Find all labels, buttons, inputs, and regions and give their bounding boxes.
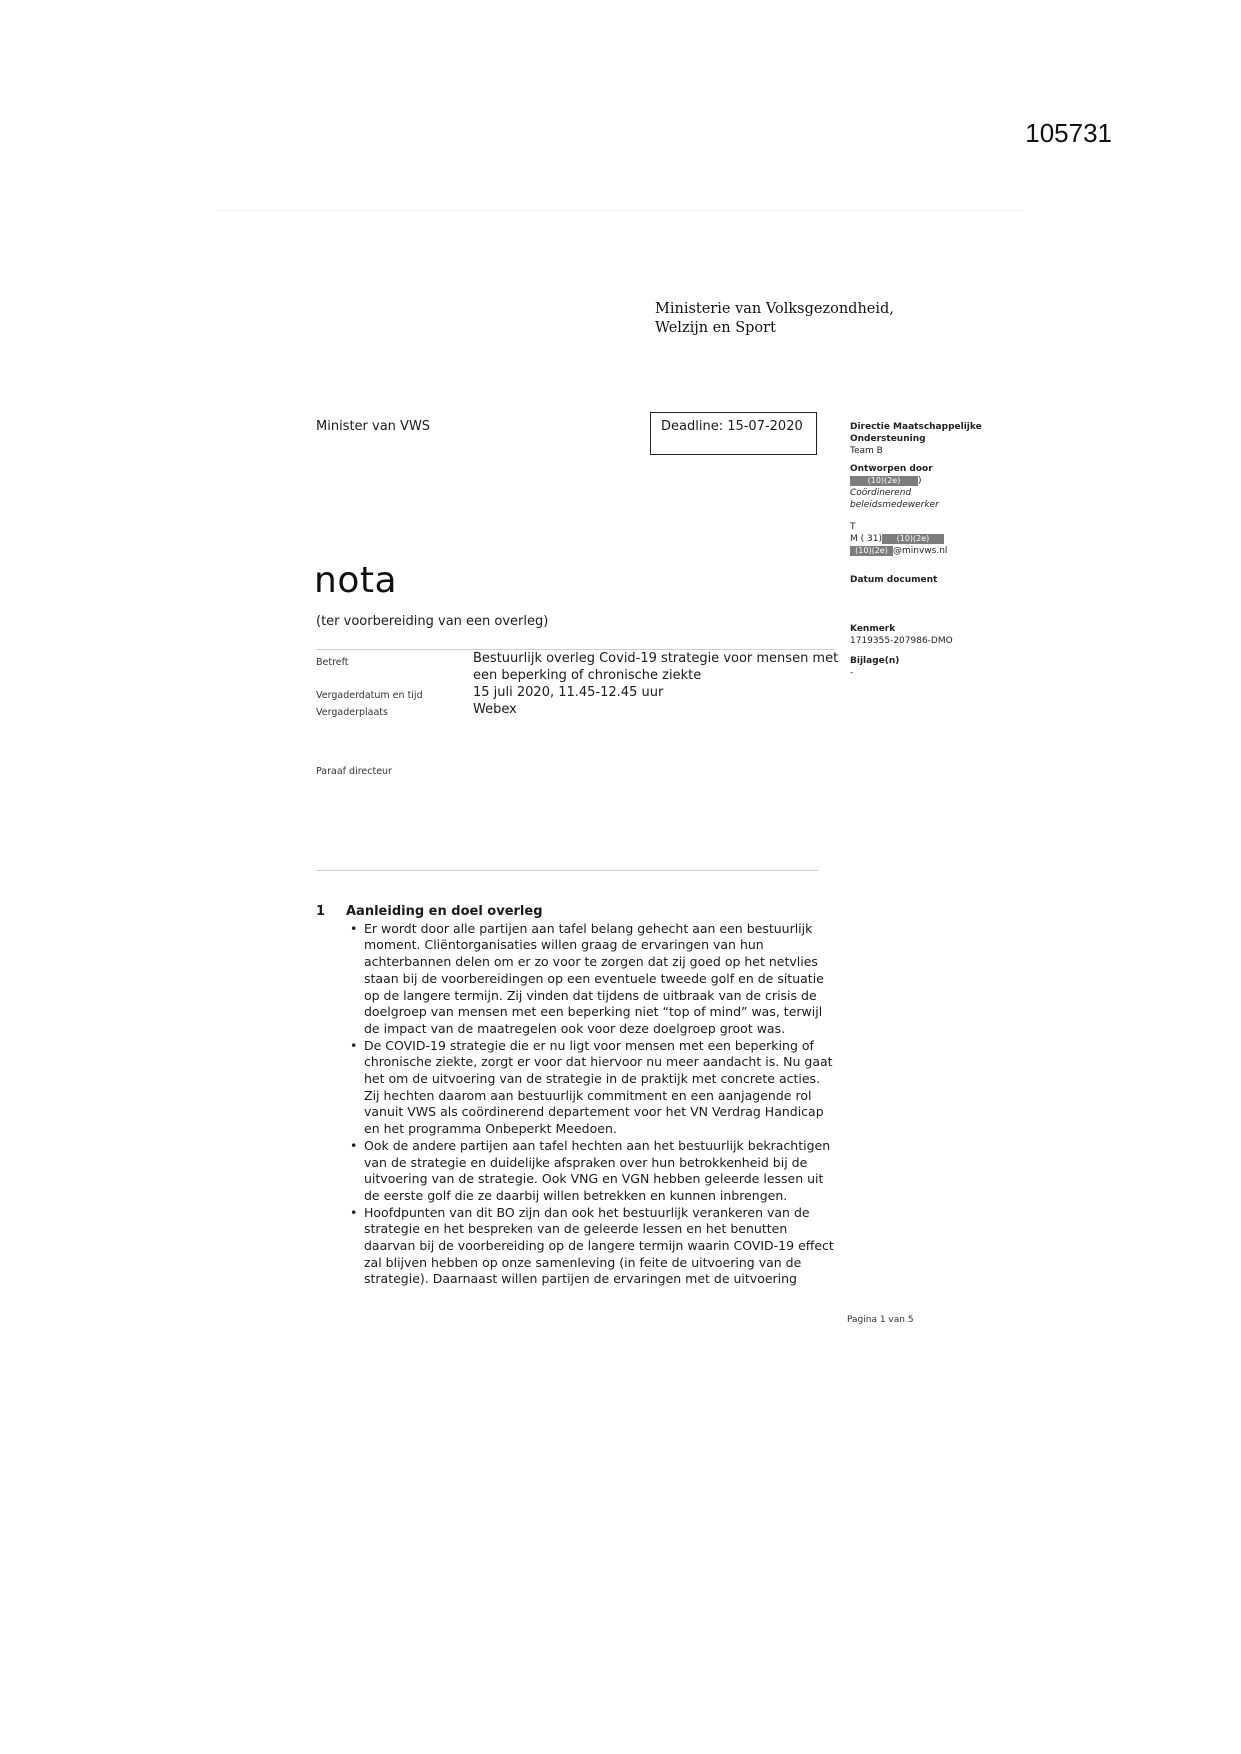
section-aanleiding: [316, 904, 836, 1288]
divider: [316, 870, 818, 871]
redaction-block: (10)(2e): [850, 476, 918, 486]
vergaderdatum-value: 15 juli 2020, 11.45-12.45 uur: [473, 685, 664, 700]
section-heading: [316, 904, 836, 921]
mobile-label: M ( 31): [850, 534, 882, 544]
divider: [316, 649, 835, 650]
vergaderplaats-value: Webex: [473, 702, 517, 717]
paraaf-label: Paraaf directeur: [316, 766, 392, 777]
vergaderplaats-label: Vergaderplaats: [316, 707, 388, 718]
ministry-line-1: Ministerie van Volksgezondheid,: [655, 301, 894, 317]
list-item: • Ook de andere partijen aan tafel hechten aan het bestuurlijk bekrachtigen van de strategie en duidelijke afspraken over hun betrokkenheid bij de uitvoering van de strategie. Ook VNG en VGN hebben geleerde lessen uit de eerste golf die ze daarbij willen betrekken en kunnen inbrengen.: [364, 1138, 836, 1205]
list-item: • Hoofdpunten van dit BO zijn dan ook het bestuurlijk verankeren van de strategie en het bespreken van de geleerde lessen en het benutten daarvan bij de voorbereiding op de langere termijn waarin COVID-19 effect zal blijven hebben op onze samenleving (in feite de uitvoering van de strategie). Daarnaast willen partijen de ervaringen met de uitvoering: [364, 1205, 836, 1289]
author-role: Coördinerend beleidsmedewerker: [850, 488, 939, 510]
document-title: nota: [314, 560, 398, 601]
scan-edge-line: [215, 210, 1025, 211]
document-subtitle: (ter voorbereiding van een overleg): [316, 614, 549, 629]
vergaderdatum-label: Vergaderdatum en tijd: [316, 690, 423, 701]
team: Team B: [850, 446, 883, 456]
kenmerk-value: 1719355-207986-DMO: [850, 636, 953, 646]
document-number: 105731: [1025, 118, 1112, 148]
section-title: Aanleiding en doel overleg: [346, 904, 543, 919]
section-number: 1: [316, 904, 326, 919]
list-item: • Er wordt door alle partijen aan tafel belang gehecht aan een bestuurlijk moment. Cliëntorganisaties willen graag de ervaringen van hun achterbannen delen om er zo voor te zorgen dat zij goed op het netvlies staan bij de voorbereidingen op een eventuele tweede golf en de situatie op de langere termijn. Zij vinden dat tijdens de uitbraak van de crisis de doelgroep van mensen met een beperking niet “top of mind” was, terwijl de impact van de maatregelen ook voor deze doelgroep groot was.: [364, 921, 836, 1038]
betreft-label: Betreft: [316, 657, 349, 668]
bullet-list: [316, 921, 836, 1288]
bijlage-label: Bijlage(n): [850, 656, 900, 666]
redaction-block: (10)(2e): [850, 546, 893, 556]
ministry-logo-text: [655, 300, 894, 338]
email-suffix: @minvws.nl: [893, 546, 948, 556]
directie: Directie Maatschappelijke Ondersteuning: [850, 422, 982, 444]
kenmerk-label: Kenmerk: [850, 624, 896, 634]
mobile-line: [850, 533, 1010, 545]
addressee: Minister van VWS: [316, 419, 431, 434]
phone-t-label: T: [850, 522, 856, 532]
author-line: [850, 475, 1010, 487]
deadline-box: Deadline: 15-07-2020: [650, 412, 817, 455]
ontworpen-label: Ontworpen door: [850, 464, 933, 474]
sidebar-info: [850, 421, 1010, 679]
bijlage-value: -: [850, 668, 854, 678]
email-line: [850, 545, 1010, 557]
author-suffix: ): [918, 476, 922, 486]
betreft-value: Bestuurlijk overleg Covid-19 strategie voor mensen met een beperking of chronische ziekte: [473, 651, 839, 683]
redaction-block: (10)(2e): [882, 534, 944, 544]
datum-document-label: Datum document: [850, 575, 938, 585]
ministry-line-2: Welzijn en Sport: [655, 320, 776, 336]
list-item: • De COVID-19 strategie die er nu ligt voor mensen met een beperking of chronische ziekte, zorgt er voor dat hiervoor nu meer aandacht is. Nu gaat het om de uitvoering van de strategie in de praktijk met concrete acties. Zij hechten daarom aan bestuurlijk commitment en een aanjagende rol vanuit VWS als coördinerend departement voor het VN Verdrag Handicap en het programma Onbeperkt Meedoen.: [364, 1038, 836, 1138]
page-number: Pagina 1 van 5: [847, 1315, 914, 1325]
